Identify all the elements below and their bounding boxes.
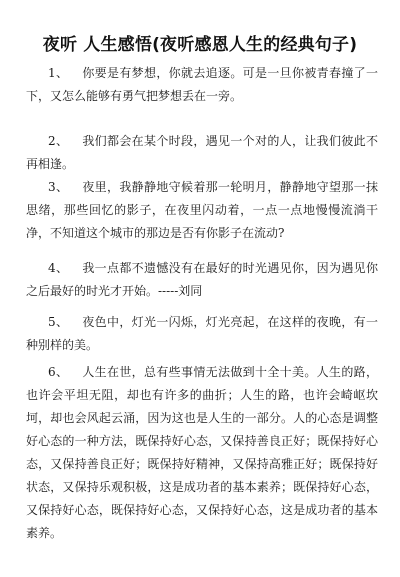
article-title: 夜听 人生感悟(夜听感恩人生的经典句子)	[42, 35, 358, 55]
paragraph-text: 我一点都不遗憾没有在最好的时光遇见你，因为遇见你之后最好的时光才开始。-----刘同	[26, 261, 378, 298]
paragraph-text: 你要是有梦想，你就去追逐。可是一旦你被青春撞了一下，又怎么能够有勇气把梦想丢在一旁。	[26, 66, 378, 103]
paragraph-text: 夜色中，灯光一闪烁，灯光亮起，在这样的夜晚，有一种别样的美。	[26, 315, 378, 352]
paragraph-3	[26, 176, 378, 245]
paragraph-text: 夜里，我静静地守候着那一轮明月，静静地守望那一抹思绪，那些回忆的影子，在夜里闪动着，一点一点地慢慢流淌干净，不知道这个城市的那边是否有你影子在流动?	[26, 180, 378, 240]
paragraph-2	[26, 130, 378, 176]
paragraph-number: 6、	[48, 365, 69, 379]
paragraph-number: 2、	[48, 134, 69, 148]
paragraph-text: 人生在世，总有些事情无法做到十全十美。人生的路，也许会平坦无阻，却也有许多的曲折；人生的路，也许会崎岖坎坷，却也会风起云涌，因为这也是人生的一部分。人的心态是调整好心态的一种方法，既保持好心态，又保持善良正好；既保持好心态，又保持善良正好；既保持好精神，又保持高雅正好；既保持好状态，又保持乐观积极，这是成功者的基本素养；既保持好心态，又保持好心态，既保持好心态，又保持好心态，这是成功者的基本素养。	[26, 365, 378, 540]
paragraph-5	[26, 311, 378, 357]
paragraph-text: 我们都会在某个时段，遇见一个对的人，让我们彼此不再相逢。	[26, 134, 378, 171]
paragraph-number: 4、	[48, 261, 69, 275]
paragraph-4	[26, 257, 378, 303]
paragraph-1	[26, 62, 378, 108]
paragraph-6	[26, 361, 378, 545]
paragraph-number: 5、	[48, 315, 69, 329]
paragraph-number: 1、	[48, 66, 69, 80]
paragraph-number: 3、	[48, 180, 69, 194]
